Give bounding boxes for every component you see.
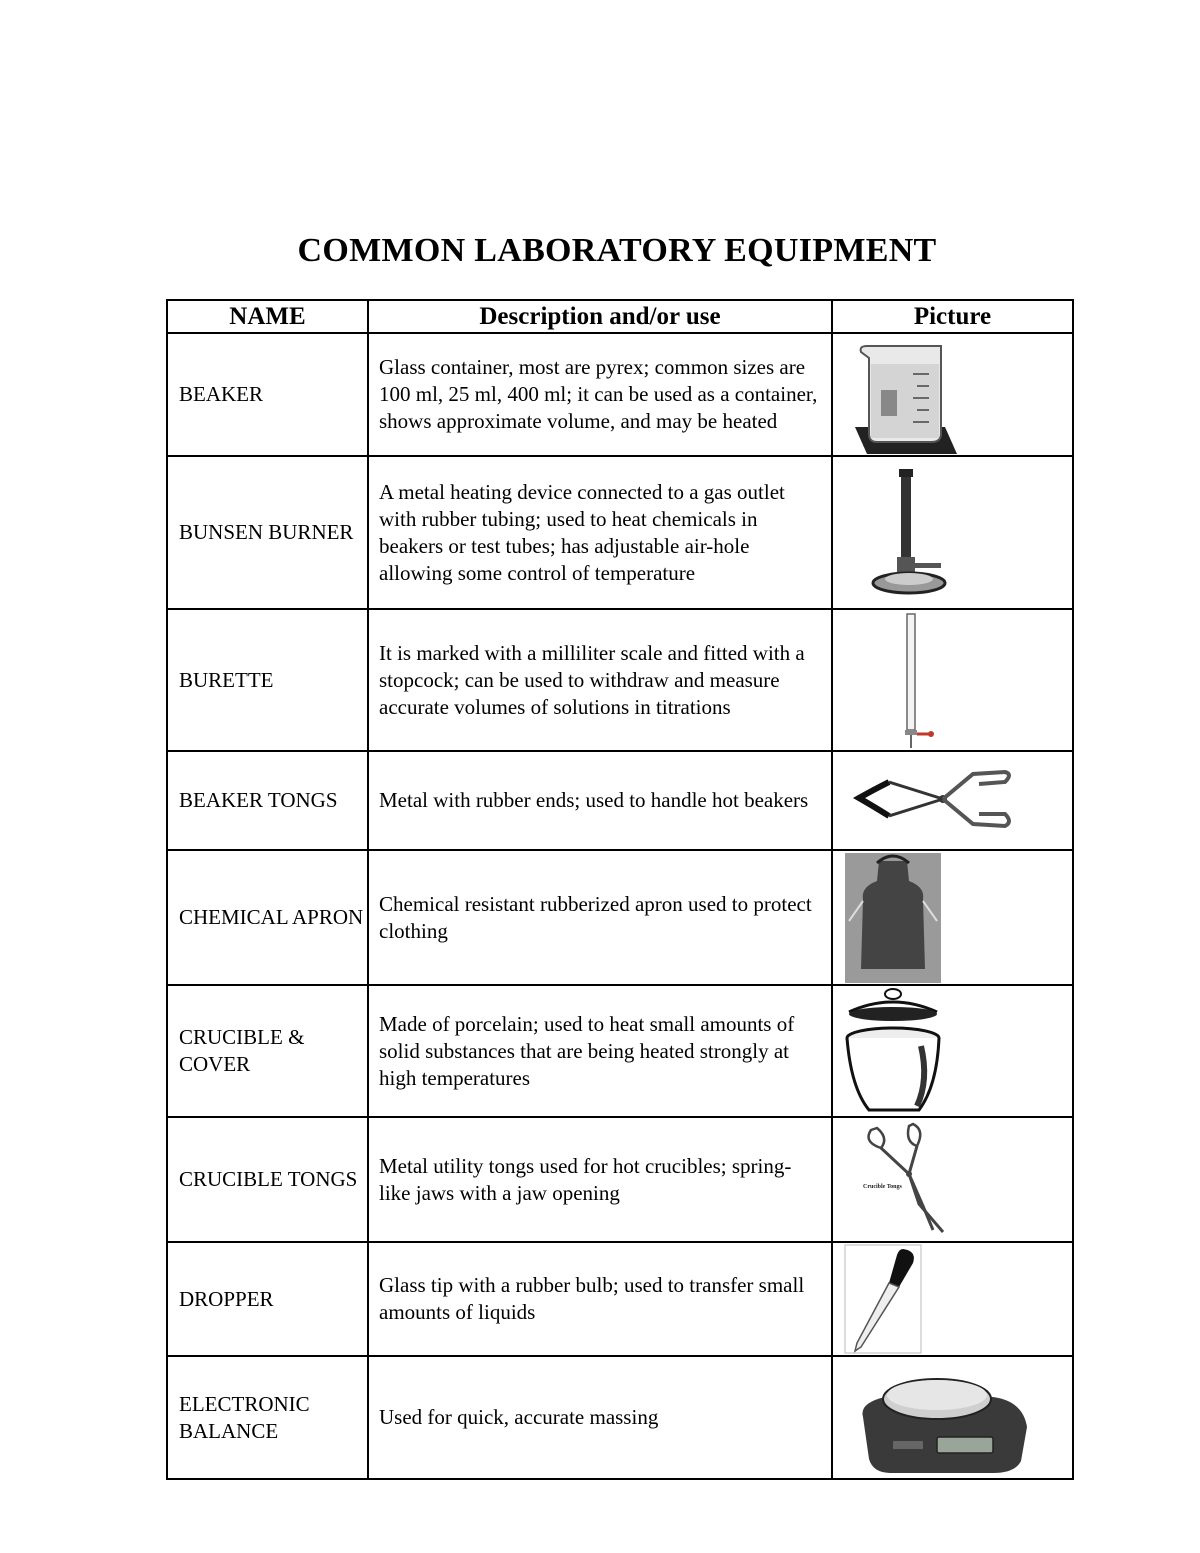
- equipment-description: A metal heating device connected to a gas outlet with rubber tubing; used to heat chemicals in beakers or test tubes; has adjustable air-hole allowing some control of temperature: [368, 456, 832, 609]
- equipment-picture: [832, 456, 1073, 609]
- equipment-name: BUNSEN BURNER: [167, 456, 368, 609]
- equipment-description: Metal with rubber ends; used to handle hot beakers: [368, 751, 832, 850]
- crucible-icon: [833, 986, 1073, 1116]
- equipment-name: ELECTRONIC BALANCE: [167, 1356, 368, 1479]
- table-row: [167, 1356, 1073, 1479]
- apron-icon: [833, 851, 1073, 984]
- equipment-picture: [832, 985, 1073, 1117]
- equipment-picture: [832, 751, 1073, 850]
- equipment-description: It is marked with a milliliter scale and fitted with a stopcock; can be used to withdraw and measure accurate volumes of solutions in titrations: [368, 609, 832, 751]
- electronic-balance-icon: [833, 1357, 1073, 1478]
- equipment-table: [166, 299, 1074, 1480]
- header-picture: Picture: [832, 300, 1073, 333]
- equipment-picture: [832, 1117, 1073, 1242]
- crucible-tongs-icon: [833, 1118, 1073, 1241]
- equipment-name: CRUCIBLE TONGS: [167, 1117, 368, 1242]
- page-title: COMMON LABORATORY EQUIPMENT: [297, 232, 937, 269]
- beaker-tongs-icon: [833, 752, 1073, 849]
- equipment-description: Glass tip with a rubber bulb; used to transfer small amounts of liquids: [368, 1242, 832, 1356]
- table-row: [167, 985, 1073, 1117]
- dropper-icon: [833, 1243, 1073, 1355]
- header-name: NAME: [167, 300, 368, 333]
- equipment-description: Used for quick, accurate massing: [368, 1356, 832, 1479]
- equipment-description: Glass container, most are pyrex; common sizes are 100 ml, 25 ml, 400 ml; it can be used as a container, shows approximate volume, and may be heated: [368, 333, 832, 456]
- burette-icon: [833, 610, 1073, 750]
- table-header-row: [167, 300, 1073, 333]
- table-row: [167, 850, 1073, 985]
- table-row: [167, 751, 1073, 850]
- equipment-description: Made of porcelain; used to heat small amounts of solid substances that are being heated strongly at high temperatures: [368, 985, 832, 1117]
- table-row: [167, 456, 1073, 609]
- equipment-picture: [832, 333, 1073, 456]
- image-caption: Crucible Tongs: [863, 1184, 902, 1190]
- equipment-name: BEAKER TONGS: [167, 751, 368, 850]
- equipment-picture: [832, 1356, 1073, 1479]
- beaker-icon: [833, 334, 1073, 455]
- equipment-name: BEAKER: [167, 333, 368, 456]
- equipment-picture: [832, 1242, 1073, 1356]
- equipment-name: DROPPER: [167, 1242, 368, 1356]
- table-row: [167, 1242, 1073, 1356]
- equipment-picture: [832, 609, 1073, 751]
- equipment-description: Chemical resistant rubberized apron used to protect clothing: [368, 850, 832, 985]
- table-row: [167, 609, 1073, 751]
- table-row: [167, 1117, 1073, 1242]
- equipment-name: BURETTE: [167, 609, 368, 751]
- header-description: Description and/or use: [368, 300, 832, 333]
- bunsen-burner-icon: [833, 457, 1073, 608]
- equipment-picture: [832, 850, 1073, 985]
- equipment-description: Metal utility tongs used for hot crucibles; spring-like jaws with a jaw opening: [368, 1117, 832, 1242]
- equipment-name: CRUCIBLE & COVER: [167, 985, 368, 1117]
- equipment-name: CHEMICAL APRON: [167, 850, 368, 985]
- table-row: [167, 333, 1073, 456]
